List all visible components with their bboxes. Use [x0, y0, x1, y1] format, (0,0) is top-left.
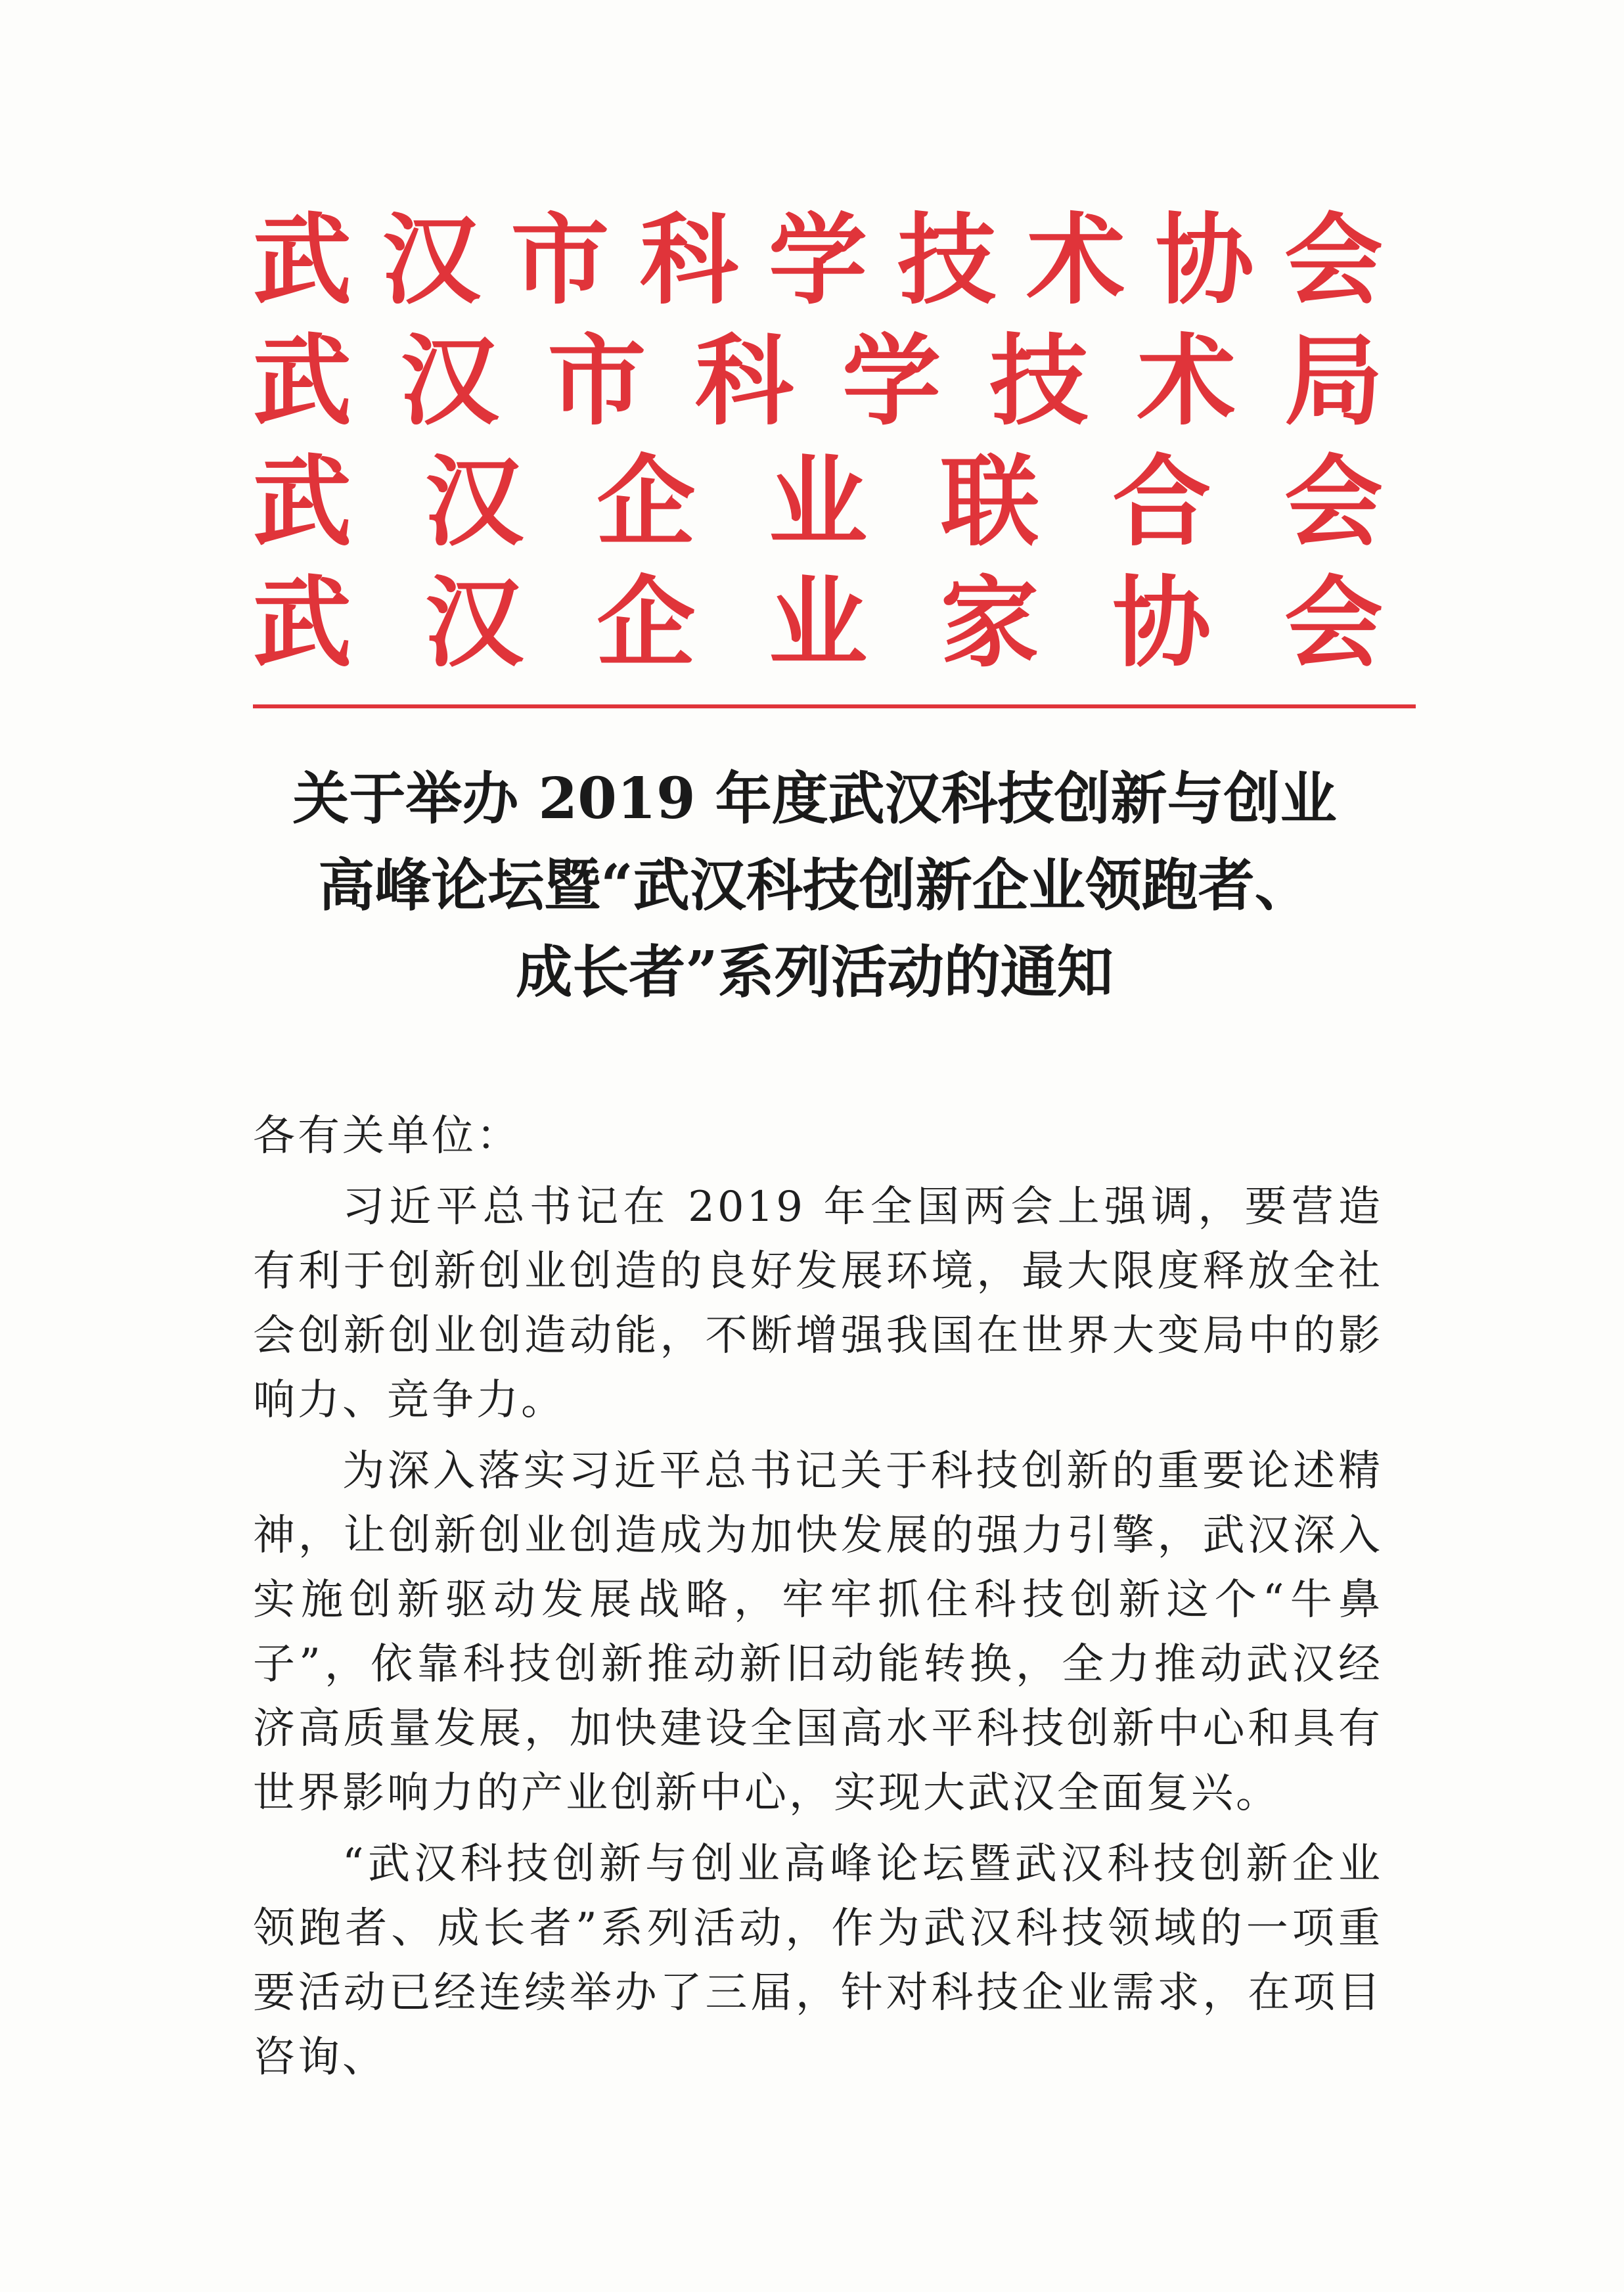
- org-name-2: 武 汉 市 科 学 技 术 局: [253, 325, 1383, 439]
- org-name-1: 武 汉 市 科 学 技 术 协 会: [253, 204, 1383, 318]
- salutation: 各有关单位：: [253, 1112, 521, 1160]
- header-divider: [253, 704, 1416, 708]
- paragraph-3: “武汉科技创新与创业高峰论坛暨武汉科技创新企业领跑者、成长者”系列活动，作为武汉科技领域的一项重要活动已经连续举办了三届，针对科技企业需求，在项目咨询、: [253, 1840, 1383, 2082]
- title-line-2: 高峰论坛暨“武汉科技创新企业领跑者、: [318, 852, 1311, 919]
- title-line-1: 关于举办 2019 年度武汉科技创新与创业: [292, 766, 1337, 832]
- title-line-3: 成长者”系列活动的通知: [516, 939, 1114, 1005]
- paragraph-2: 为深入落实习近平总书记关于科技创新的重要论述精神，让创新创业创造成为加快发展的强力引擎，武汉深入实施创新驱动发展战略，牢牢抓住科技创新这个“牛鼻子”，依靠科技创新推动新旧动能转换，全力推动武汉经济高质量发展，加快建设全国高水平科技创新中心和具有世界影响力的产业创新中心，实现大武汉全面复兴。: [253, 1447, 1383, 1818]
- paragraph-1: 习近平总书记在 2019 年全国两会上强调，要营造有利于创新创业创造的良好发展环境，最大限度释放全社会创新创业创造动能，不断增强我国在世界大变局中的影响力、竞争力。: [253, 1183, 1383, 1425]
- issuing-organizations: [253, 200, 1383, 684]
- org-name-4: 武 汉 企 业 家 协 会: [253, 566, 1383, 681]
- org-name-3: 武 汉 企 业 联 合 会: [253, 446, 1383, 560]
- notice-body: [253, 1104, 1383, 2096]
- notice-title: [250, 756, 1380, 1016]
